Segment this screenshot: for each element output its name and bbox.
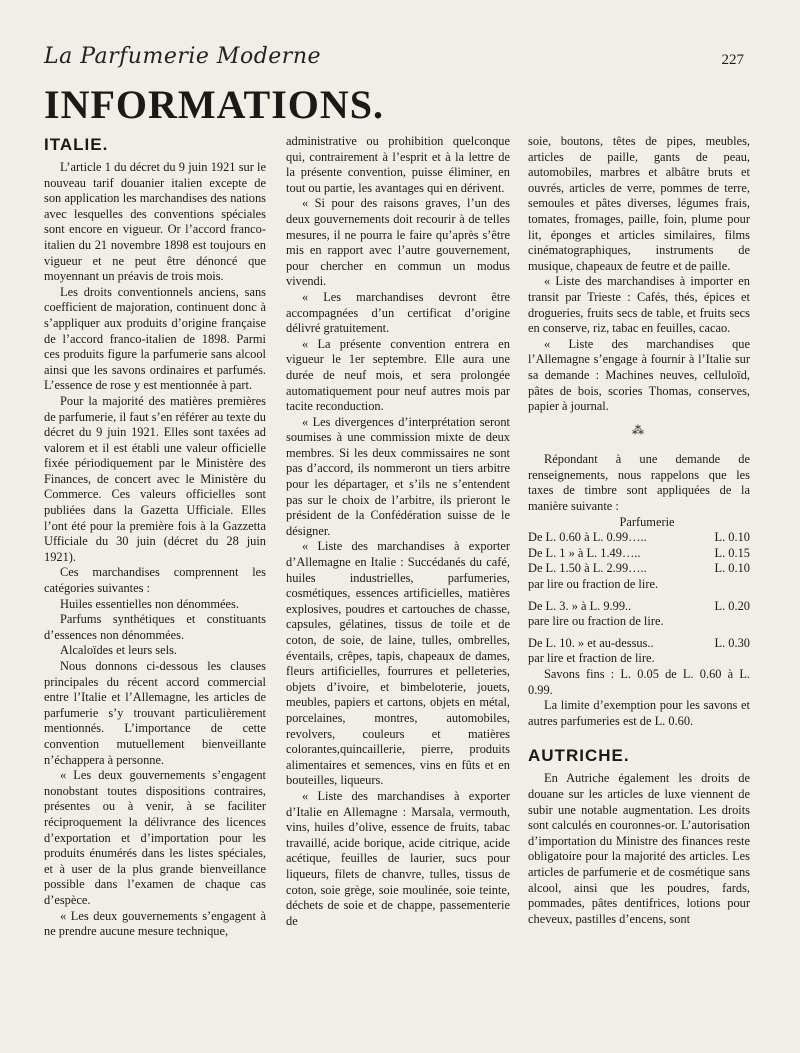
tariff-range: De L. 0.60 à L. 0.99….. xyxy=(528,530,647,545)
tariff-row xyxy=(528,599,750,615)
tariff-tax: L. 0.30 xyxy=(714,635,750,650)
tariff-row xyxy=(528,636,750,652)
tariff-tax: L. 0.20 xyxy=(714,598,750,613)
paragraph: Savons fins : L. 0.05 de L. 0.60 à L. 0.99. xyxy=(528,667,750,697)
paragraph: « Liste des marchandises à exporter d’Allemagne en Italie : Succédanés du café, huiles industrielles, parfumeries, cosmétiques, essences artificielles, matières explosives, poudres et cartouches de chasse, capsules, gélatines, tissus de toile et de coton, de soie, de laine, tulles, ombrelles, éventails, crêpes, tapis, chapeaux de dames, fleurs artificielles, fourrures et pelleteries, objets d’ivoire, et bimbeloterie, jouets, meubles, papiers et cartons, objets en métal, porcelaines, montres, automobiles, revolvers, couleurs et matières colorantes,quincaillerie, pierre, produits alimentaires et semences, vins en fûts et en bouteilles, liqueurs. xyxy=(286,539,510,788)
paragraph: « Les divergences d’interprétation seront soumises à une commission mixte de deux membres. Si les deux commissaires ne sont pas d’accord, ils nommeront un tiers arbitre pour les départager, et s’ils ne s’entendent pas sur le choix de l’arbitre, ils prieront le président de la Confédération suisse de le désigner. xyxy=(286,414,510,538)
tariff-note: par lire ou fraction de lire. xyxy=(528,577,659,592)
section-separator: ⁂ xyxy=(632,422,646,437)
paragraph: Nous donnons ci-dessous les clauses principales du récent accord commercial entre l’Italie et l’Allemagne, les articles de parfumerie s’y trouvant particulièrement mentionnés. L’importance de cette convention mutuellement bienveillante n’échappera à personne. xyxy=(44,659,266,767)
paragraph: « Les deux gouvernements s’engagent à ne prendre aucune mesure technique, xyxy=(44,908,266,939)
paragraph: Pour la majorité des matières premières de parfumerie, il faut s’en référer au texte du décret du 9 juin 1921. Elles sont taxées ad valorem et il est établi une valeur officielle fixée périodiquement par le Ministère des Finances, de concert avec le Ministère du Commerce. Ces valeurs officielles sont publiées dans la Gazetta Ufficiale. Elles l’ont été pour la première fois à la Gazzetta Ufficiale du 30 juin (décret du 28 juin 1921). xyxy=(44,393,266,564)
paragraph: Parfums synthétiques et constituants d’essences non dénommées. xyxy=(44,612,266,642)
page-title: INFORMATIONS. xyxy=(44,82,385,127)
tariff-range: De L. 1.50 à L. 2.99….. xyxy=(528,561,647,576)
paragraph: « Les marchandises devront être accompagnées d’un certificat d’origine délivré gratuitement. xyxy=(286,289,510,336)
paragraph: La limite d’exemption pour les savons et autres parfumeries est de L. 0.60. xyxy=(528,698,750,728)
paragraph: Ces marchandises comprennent les catégories suivantes : xyxy=(44,565,266,596)
paragraph: Les droits conventionnels anciens, sans coefficient de majoration, continuent donc à s’appliquer aux produits d’origine française de l’accord franco-italien de 1898. Parmi ces produits figure la parfumerie sans alcool ainsi que les savons ordinaires et parfumés. L’essence de rose y est mentionnée à part. xyxy=(44,284,266,393)
tariff-tax: L. 0.15 xyxy=(714,545,750,560)
paragraph: « Liste des marchandises à importer en transit par Trieste : Cafés, thés, épices et drogueries, fruits secs de table, et fruits secs en conserve, riz, tabac en feuilles, cacao. xyxy=(528,274,750,336)
tariff-row xyxy=(528,546,750,562)
tariff-range: De L. 3. » à L. 9.99.. xyxy=(528,598,632,613)
page-number: 227 xyxy=(721,52,744,68)
paragraph: Alcaloïdes et leurs sels. xyxy=(60,643,177,658)
paragraph: L’article 1 du décret du 9 juin 1921 sur le nouveau tarif douanier italien excepte de son application les marchandises des nations avec lesquelles des conventions spéciales sont encore en vigueur. Or l’accord franco-italien du 21 novembre 1898 est toujours en vigueur et ne peut être dénoncé que moyennant un préavis de trois mois. xyxy=(44,160,266,284)
column-1 xyxy=(44,134,266,940)
paragraph: soie, boutons, têtes de pipes, meubles, articles de paille, gants de peau, automobiles, marbres et albâtre bruts et ouvrés, articles de verre, pommes de terre, semoules et pâtes diverses, légumes frais, tomates, fromages, paille, foin, plume pour lit, éponges et articles similaires, films cinématographiques, instruments de musique, chapeaux de feutre et de paille. xyxy=(528,134,750,273)
tariff-heading: Parfumerie xyxy=(619,514,675,529)
paragraph: « Les deux gouvernements s’engagent nonobstant toutes dispositions contraires, présentes ou à venir, à se faciliter réciproquement la délivrance des licences d’exportation et d’importation pour les produits énumérés dans les listes spéciales, et à user de la plus grande bienveillance possible dans l’examen de chaque cas d’espèce. xyxy=(44,768,266,907)
section-heading-autriche: AUTRICHE. xyxy=(528,746,630,766)
tariff-range: De L. 1 » à L. 1.49….. xyxy=(528,545,641,560)
tariff-row xyxy=(528,530,750,546)
section-heading-italie: ITALIE. xyxy=(44,135,109,154)
tariff-tax: L. 0.10 xyxy=(714,561,750,576)
tariff-range: De L. 10. » et au-dessus.. xyxy=(528,635,654,650)
journal-title: La Parfumerie Moderne xyxy=(44,44,322,69)
paragraph: En Autriche également les droits de douane sur les articles de luxe viennent de subir une notable augmentation. Les droits sont calculés en couronnes-or. L’autorisation d’importation du Ministre des finances reste obligatoire pour la majorité des articles. Les articles de parfumerie et de cosmétique sans alcool, ainsi que les poudres, fards, pommades, pâtes dentifrices, lotions pour cheveux, pastilles d’encens, sont xyxy=(528,771,750,926)
paragraph: administrative ou prohibition quelconque qui, contrairement à l’esprit et à la lettre de la présente convention, puisse éliminer, en tout ou partie, les avantages qui en dérivent. xyxy=(286,134,510,195)
paragraph: Répondant à une demande de renseignements, nous rappelons que les taxes de timbre sont appliquées de la manière suivante : xyxy=(528,452,750,514)
paragraph: Huiles essentielles non dénommées. xyxy=(60,596,239,611)
tariff-note: par lire et fraction de lire. xyxy=(528,651,655,666)
tariff-note: pare lire ou fraction de lire. xyxy=(528,614,664,629)
tariff-tax: L. 0.10 xyxy=(714,530,750,545)
paragraph: « Liste des marchandises que l’Allemagne s’engage à fournir à l’Italie sur sa demande : Machines neuves, celluloïd, pâtes de bois, scories Thomas, conserves, papier à journal. xyxy=(528,336,750,414)
column-3 xyxy=(528,134,750,927)
paragraph: « Liste des marchandises à exporter d’Italie en Allemagne : Marsala, vermouth, vins, huiles d’olive, essence de fruits, tabac travaillé, acide borique, acide citrique, acide acétique, feuilles de laurier, sucs pour liqueurs, filets de chanvre, tulles, tissus de coton, soie grège, soie moulinée, soie teinte, déchets de soie et de chappe, passementerie de xyxy=(286,788,510,928)
tariff-row xyxy=(528,561,750,577)
paragraph: « Si pour des raisons graves, l’un des deux gouvernements doit recourir à de telles mesures, il ne pourra le faire qu’après s’être mis en rapport avec l’autre gouvernement, pour chercher en commun un modus vivendi. xyxy=(286,196,510,289)
column-2 xyxy=(286,134,510,929)
paragraph: « La présente convention entrera en vigueur le 1er septembre. Elle aura une durée de neuf mois, et sera prolongée automatiquement pour neuf autres mois par tacite reconduction. xyxy=(286,336,510,414)
